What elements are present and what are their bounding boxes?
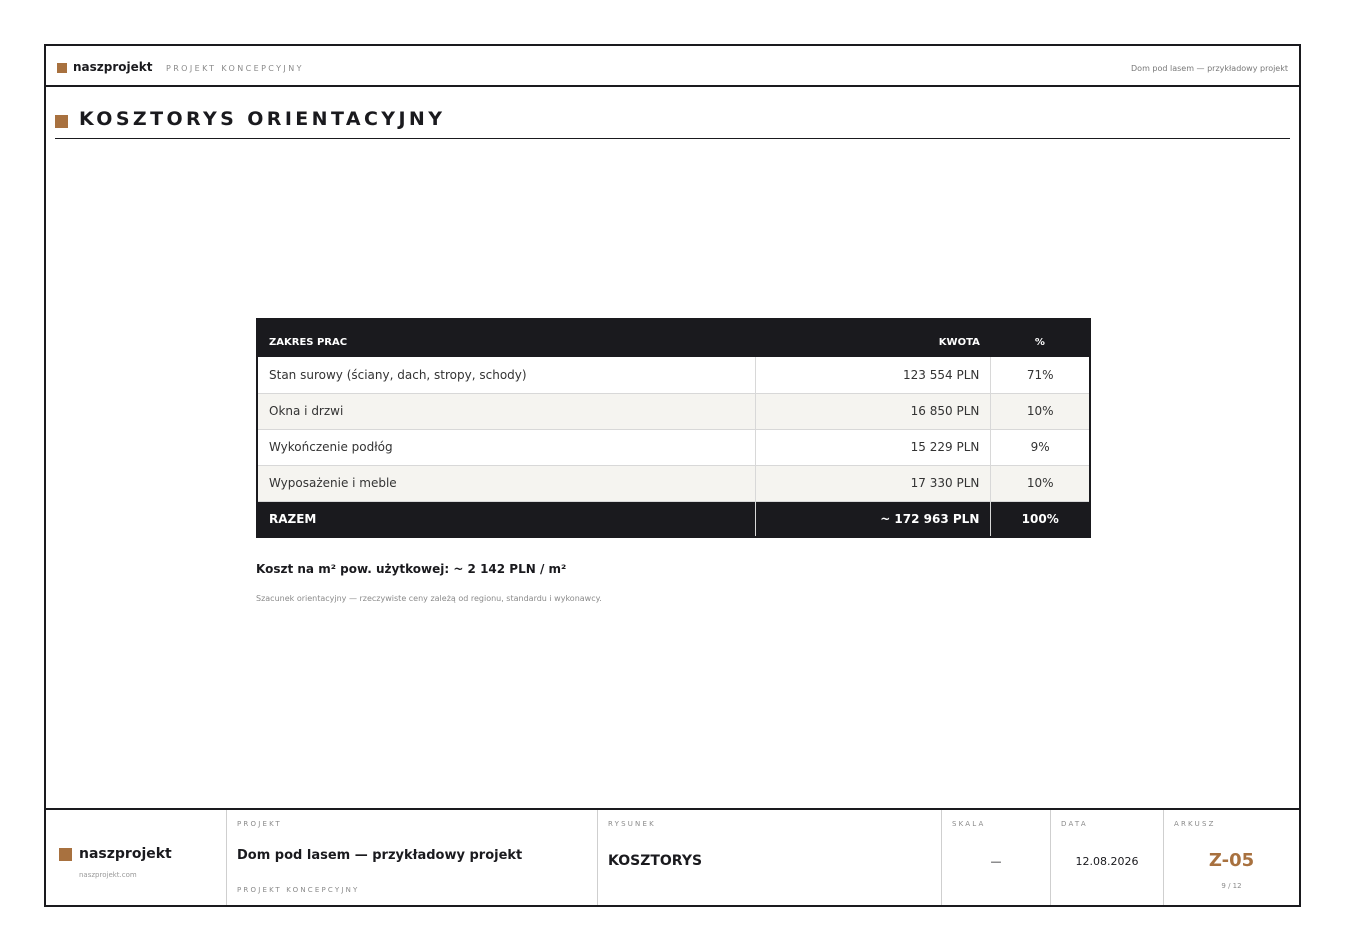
disclaimer-note: Szacunek orientacyjny — rzeczywiste ceny zależą od regionu, standardu i wykonawcy. [256,594,602,603]
logo-square-icon [57,63,67,73]
header-subtitle: PROJEKT KONCEPCYJNY [166,64,304,73]
drawing-sheet [44,44,1301,907]
cell-scope: Okna i drzwi [257,393,756,429]
cost-per-m2: Koszt na m² pow. użytkowej: ~ 2 142 PLN / m² [256,562,567,576]
brand-url: naszprojekt.com [79,871,137,879]
sheet-code: Z-05 [1208,850,1255,871]
scale-label: SKALA [952,820,986,828]
sheet-count: 9 / 12 [1221,882,1242,890]
page-title: KOSZTORYS ORIENTACYJNY [79,108,446,130]
total-label: RAZEM [257,501,756,537]
column-header-scope: ZAKRES PRAC [269,337,348,348]
heading-divider [55,138,1290,139]
total-percent: 100% [1021,511,1059,526]
title-block [46,808,1299,905]
title-block-drawing [598,810,942,905]
total-amount: ~ 172 963 PLN [756,501,991,537]
cell-amount: 17 330 PLN [756,465,991,501]
cell-scope: Wykończenie podłóg [257,429,756,465]
table-row [257,465,1090,501]
cell-percent: 10% [991,393,1090,429]
sheet-label: ARKUSZ [1174,820,1216,828]
table-row [257,357,1090,393]
cell-scope: Wyposażenie i meble [257,465,756,501]
title-block-brand [46,810,227,905]
cell-amount: 123 554 PLN [756,357,991,393]
column-header-percent: % [1034,337,1045,348]
cell-percent: 71% [991,357,1090,393]
project-name: Dom pod lasem — przykładowy projekt [237,848,523,863]
heading-marker-icon [55,115,68,128]
title-block-scale [942,810,1051,905]
title-block-sheet [1164,810,1299,905]
cell-percent: 9% [991,429,1090,465]
header-project-name: Dom pod lasem — przykładowy projekt [1131,64,1288,73]
title-block-date [1051,810,1164,905]
logo-square-icon [59,848,72,861]
column-header-amount: KWOTA [938,337,980,348]
table-header-row [257,319,1090,357]
brand-name: naszprojekt [73,60,153,74]
date-label: DATA [1061,820,1088,828]
cell-amount: 15 229 PLN [756,429,991,465]
cost-table [256,318,1091,538]
date-value: 12.08.2026 [1075,855,1139,868]
title-block-project [227,810,598,905]
project-label: PROJEKT [237,820,282,828]
drawing-name: KOSZTORYS [608,853,703,869]
drawing-label: RYSUNEK [608,820,656,828]
table-total-row [257,501,1090,537]
title-block-brand-name: naszprojekt [79,846,172,862]
table-row [257,429,1090,465]
scale-value: — [990,855,1002,868]
project-type: PROJEKT KONCEPCYJNY [237,886,360,894]
cell-percent: 10% [991,465,1090,501]
table-row [257,393,1090,429]
cell-amount: 16 850 PLN [756,393,991,429]
cell-scope: Stan surowy (ściany, dach, stropy, schody) [257,357,756,393]
top-bar [46,46,1299,87]
